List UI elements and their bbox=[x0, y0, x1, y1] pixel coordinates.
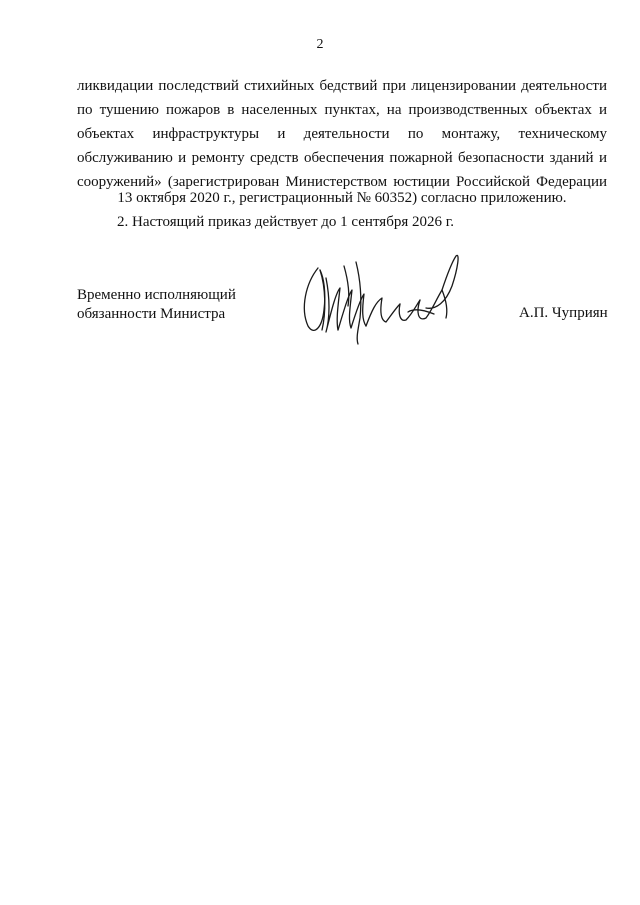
signer-title-line: обязанности Министра bbox=[77, 306, 226, 322]
handwritten-signature bbox=[296, 248, 466, 348]
signer-name: А.П. Чуприян bbox=[519, 305, 608, 321]
signer-title-line: Временно исполняющий bbox=[77, 287, 236, 303]
paragraph-line: объектах инфраструктуры и деятельности по монтажу, техническому bbox=[77, 126, 607, 142]
paragraph-item-2: 2. Настоящий приказ действует до 1 сентября 2026 г. bbox=[117, 214, 454, 230]
paragraph-line: ликвидации последствий стихийных бедствий при лицензировании деятельности bbox=[77, 78, 607, 94]
paragraph-line: 13 октября 2020 г., регистрационный № 60352) согласно приложению. bbox=[117, 190, 567, 206]
paragraph-line: сооружений» (зарегистрирован Министерством юстиции Российской Федерации bbox=[77, 174, 607, 190]
page-number: 2 bbox=[316, 37, 324, 52]
paragraph-line: по тушению пожаров в населенных пунктах, на производственных объектах и bbox=[77, 102, 607, 118]
paragraph-line: обслуживанию и ремонту средств обеспечения пожарной безопасности зданий и bbox=[77, 150, 607, 166]
signer-title bbox=[77, 286, 236, 324]
